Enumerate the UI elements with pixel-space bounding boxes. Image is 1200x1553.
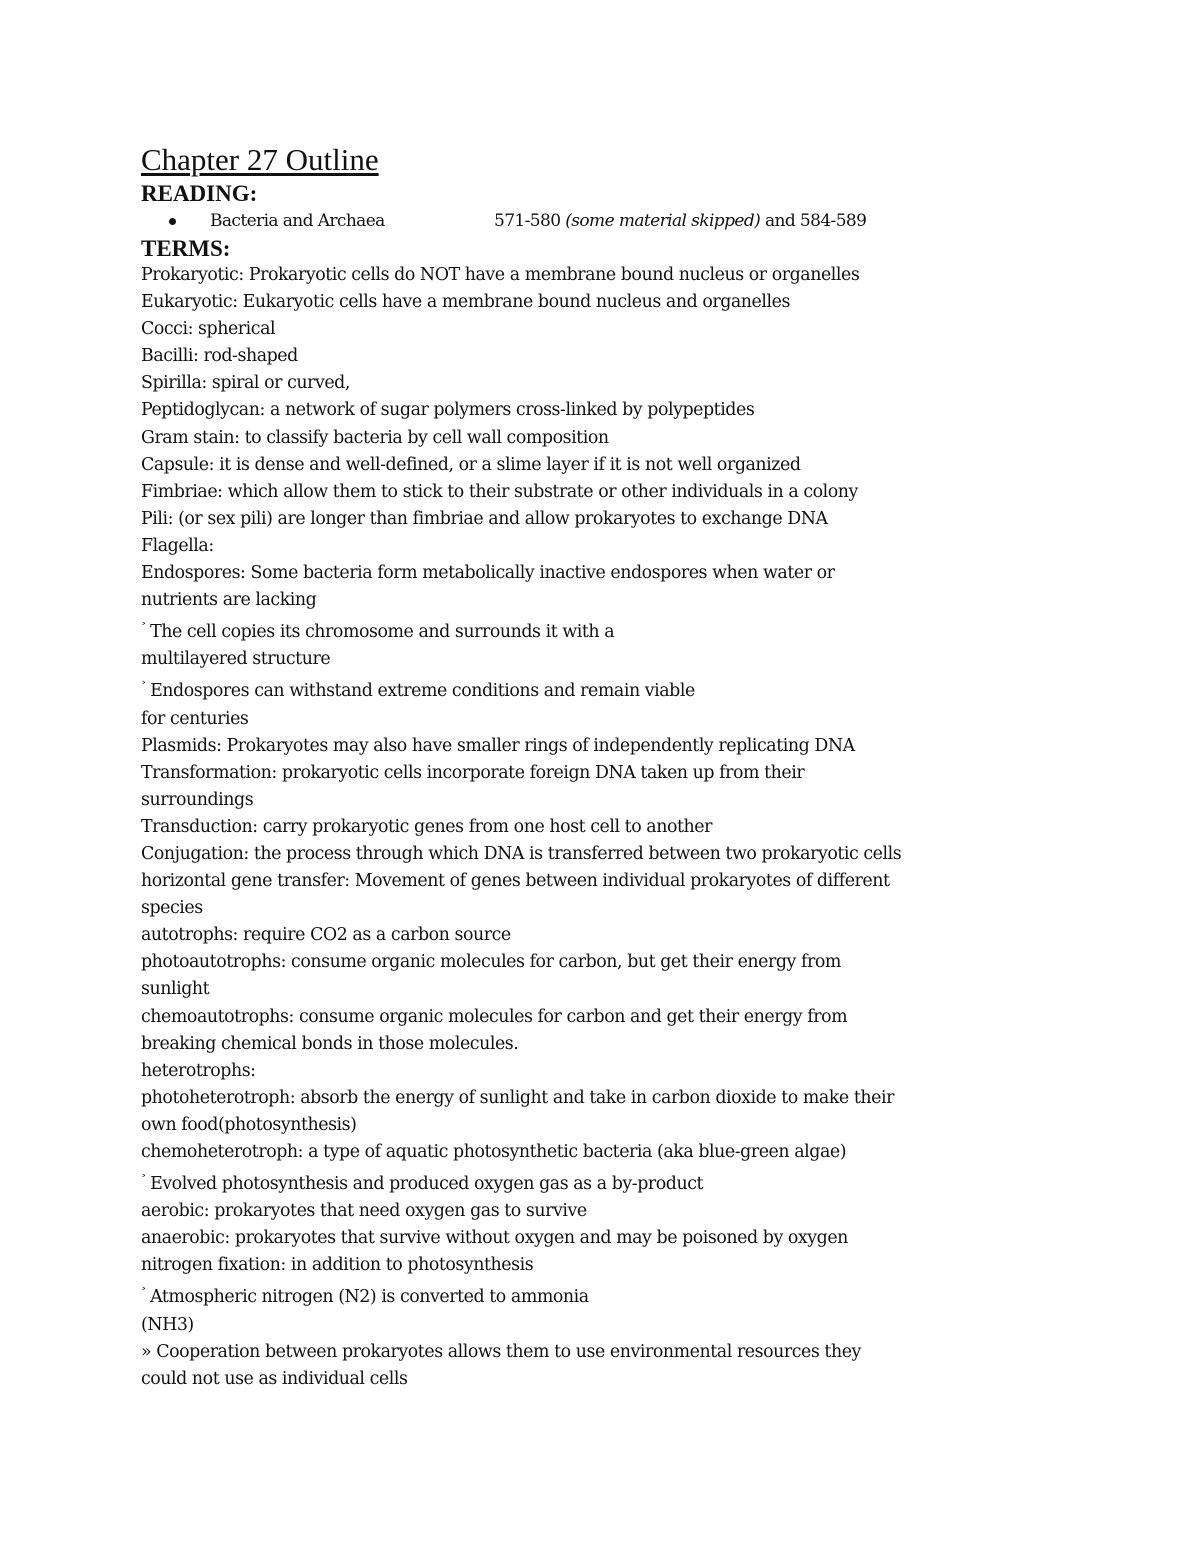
term-line: Cocci: spherical (141, 319, 276, 340)
term-line: species (141, 898, 203, 919)
arrow-bullet-icon: ˃ (141, 1173, 147, 1187)
term-subpoint (141, 673, 1081, 705)
term-line: Plasmids: Prokaryotes may also have smaller rings of independently replicating DNA (141, 735, 855, 756)
term-line: Gram stain: to classify bacteria by cell wall composition (141, 427, 609, 448)
term-line: Peptidoglycan: a network of sugar polymers cross-linked by polypeptides (141, 400, 755, 421)
term-subpoint-text: Endospores can withstand extreme conditions and remain viable (150, 681, 695, 702)
bullet-icon (169, 218, 176, 225)
term-line: multilayered structure (141, 649, 331, 670)
term-subpoint-text: The cell copies its chromosome and surrounds it with a (150, 622, 615, 643)
term-line: Transduction: carry prokaryotic genes from one host cell to another (141, 816, 712, 837)
reading-note: (some material skipped) (565, 211, 761, 231)
reading-pages-end: and 584-589 (760, 211, 867, 231)
term-line: breaking chemical bonds in those molecules. (141, 1033, 519, 1054)
term-line: photoheterotroph: absorb the energy of sunlight and take in carbon dioxide to make their (141, 1087, 894, 1108)
term-line: Endospores: Some bacteria form metabolically inactive endospores when water or (141, 563, 835, 584)
term-subpoint (141, 1166, 1081, 1198)
term-line: nitrogen fixation: in addition to photosynthesis (141, 1255, 534, 1276)
reading-list (141, 207, 1081, 235)
term-subpoint-text: Evolved photosynthesis and produced oxygen gas as a by-product (150, 1174, 704, 1195)
arrow-bullet-icon: ˃ (141, 621, 147, 635)
term-line: anaerobic: prokaryotes that survive without oxygen and may be poisoned by oxygen (141, 1228, 848, 1249)
term-line: chemoautotrophs: consume organic molecules for carbon and get their energy from (141, 1006, 848, 1027)
reading-item-label: Bacteria and Archaea (210, 211, 385, 231)
term-line: nutrients are lacking (141, 590, 317, 611)
term-line: » Cooperation between prokaryotes allows them to use environmental resources they (141, 1341, 861, 1362)
term-line: could not use as individual cells (141, 1368, 408, 1389)
term-line: own food(photosynthesis) (141, 1114, 357, 1135)
term-line: Flagella: (141, 535, 214, 556)
terms-list (141, 262, 1081, 1393)
term-line: Capsule: it is dense and well-defined, or a slime layer if it is not well organized (141, 454, 801, 475)
terms-heading: TERMS: (141, 236, 231, 261)
reading-item (141, 207, 1081, 235)
term-line: aerobic: prokaryotes that need oxygen gas to survive (141, 1201, 587, 1222)
term-line: Prokaryotic: Prokaryotic cells do NOT have a membrane bound nucleus or organelles (141, 265, 860, 285)
arrow-bullet-icon: ˃ (141, 1286, 147, 1300)
term-subpoint-text: Atmospheric nitrogen (N2) is converted to ammonia (150, 1287, 589, 1308)
term-line: Bacilli: rod-shaped (141, 346, 298, 367)
term-line: autotrophs: require CO2 as a carbon source (141, 925, 511, 946)
term-line: Pili: (or sex pili) are longer than fimbriae and allow prokaryotes to exchange DNA (141, 508, 828, 529)
term-line: Spirilla: spiral or curved, (141, 373, 350, 394)
term-line: surroundings (141, 789, 254, 810)
term-line: photoautotrophs: consume organic molecules for carbon, but get their energy from (141, 952, 841, 973)
term-line: Transformation: prokaryotic cells incorporate foreign DNA taken up from their (141, 762, 805, 783)
document-page (141, 140, 1081, 1393)
term-line: (NH3) (141, 1314, 194, 1335)
arrow-bullet-icon: ˃ (141, 680, 147, 694)
term-subpoint (141, 614, 1081, 646)
term-line: heterotrophs: (141, 1060, 256, 1081)
reading-pages-start: 571-580 (494, 211, 561, 231)
term-line: Eukaryotic: Eukaryotic cells have a membrane bound nucleus and organelles (141, 292, 790, 313)
term-subpoint (141, 1279, 1081, 1311)
page-title: Chapter 27 Outline (141, 142, 379, 177)
term-line: sunlight (141, 979, 210, 1000)
term-line: for centuries (141, 708, 249, 729)
term-line: Conjugation: the process through which DNA is transferred between two prokaryotic cells (141, 843, 902, 864)
term-line: chemoheterotroph: a type of aquatic photosynthetic bacteria (aka blue-green algae) (141, 1142, 847, 1162)
term-line: Fimbriae: which allow them to stick to their substrate or other individuals in a colony (141, 481, 858, 502)
term-line: horizontal gene transfer: Movement of genes between individual prokaryotes of different (141, 871, 890, 892)
reading-heading: READING: (141, 181, 258, 206)
